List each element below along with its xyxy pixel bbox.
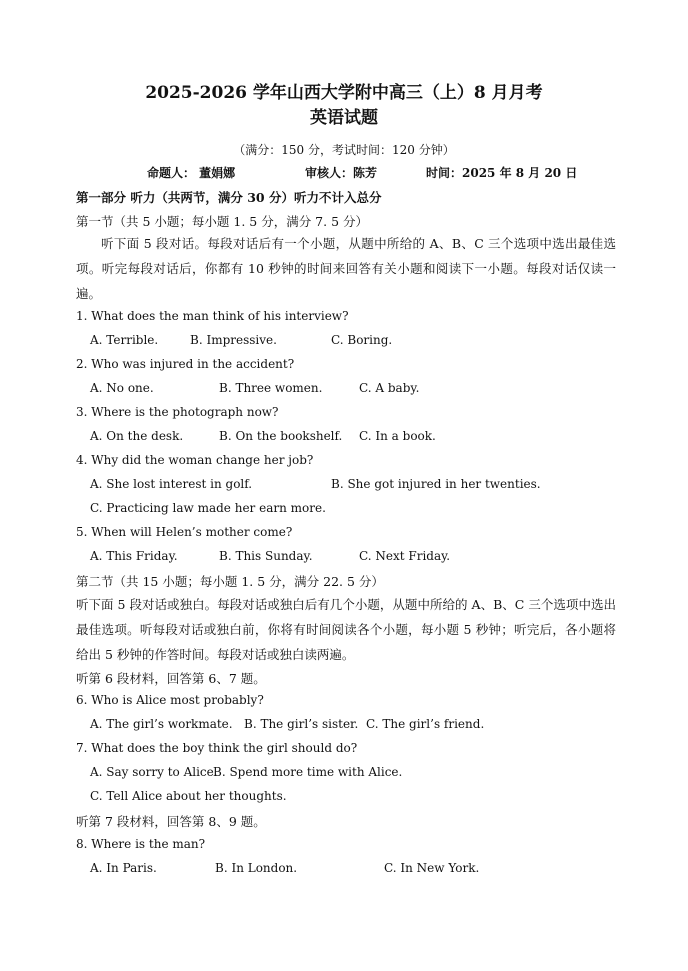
question-8: 8. Where is the man?	[76, 837, 206, 851]
material-7-heading: 听第 7 段材料，回答第 8、9 题。	[76, 814, 266, 829]
q8-option-c: C. In New York.	[384, 861, 480, 875]
q3-option-b: B. On the bookshelf.	[219, 429, 343, 443]
q4-option-c: C. Practicing law made her earn more.	[90, 501, 326, 515]
question-6: 6. Who is Alice most probably?	[76, 693, 264, 707]
q3-option-c: C. In a book.	[359, 429, 436, 443]
part1-heading: 第一部分 听力（共两节，满分 30 分）听力不计入总分	[76, 190, 382, 205]
q8-option-b: B. In London.	[215, 861, 298, 875]
question-1: 1. What does the man think of his interview?	[76, 309, 349, 323]
author-label: 命题人： 董娟娜	[147, 166, 236, 180]
q7-option-c: C. Tell Alice about her thoughts.	[90, 789, 287, 803]
material-6-heading: 听第 6 段材料，回答第 6、7 题。	[76, 671, 266, 686]
q6-option-a: A. The girl’s workmate.	[90, 717, 233, 731]
q5-option-c: C. Next Friday.	[359, 549, 451, 563]
q1-option-c: C. Boring.	[331, 333, 393, 347]
exam-title: 2025-2026 学年山西大学附中高三（上）8 月月考	[145, 83, 543, 103]
exam-info: （满分：150 分，考试时间：120 分钟）	[233, 143, 455, 157]
question-3: 3. Where is the photograph now?	[76, 405, 279, 419]
section1-instruction: 听下面 5 段对话。每段对话后有一个小题，从题中所给的 A、B、C 三个选项中选出最佳选项。听完每段对话后，你都有 10 秒钟的时间来回答有关小题和阅读下一小题。每段对话仅读一遍。	[76, 236, 616, 301]
q5-option-b: B. This Sunday.	[219, 549, 313, 563]
q2-option-b: B. Three women.	[219, 381, 323, 395]
q2-option-a: A. No one.	[90, 381, 154, 395]
q7-option-a: A. Say sorry to Alice.	[90, 765, 218, 779]
q4-option-b: B. She got injured in her twenties.	[331, 477, 541, 491]
section1-heading: 第一节（共 5 小题；每小题 1. 5 分，满分 7. 5 分）	[76, 214, 368, 229]
q3-option-a: A. On the desk.	[90, 429, 184, 443]
question-4: 4. Why did the woman change her job?	[76, 453, 314, 467]
reviewer-label: 审核人：陈芳	[305, 166, 378, 180]
question-5: 5. When will Helen’s mother come?	[76, 525, 293, 539]
q6-option-b: B. The girl’s sister.	[244, 717, 359, 731]
section2-instruction: 听下面 5 段对话或独白。每段对话或独白后有几个小题，从题中所给的 A、B、C 三个选项中选出最佳选项。听每段对话或独白前，你将有时间阅读各个小题，每小题 5 秒钟；听完后，各小题将给出 5 秒钟的作答时间。每段对话或独白读两遍。	[76, 597, 616, 662]
q8-option-a: A. In Paris.	[90, 861, 157, 875]
question-7: 7. What does the boy think the girl should do?	[76, 741, 358, 755]
question-2: 2. Who was injured in the accident?	[76, 357, 295, 371]
q4-option-a: A. She lost interest in golf.	[90, 477, 253, 491]
q6-option-c: C. The girl’s friend.	[366, 717, 485, 731]
q7-option-b: B. Spend more time with Alice.	[213, 765, 403, 779]
q2-option-c: C. A baby.	[359, 381, 420, 395]
q5-option-a: A. This Friday.	[90, 549, 178, 563]
q1-option-b: B. Impressive.	[190, 333, 277, 347]
exam-subtitle: 英语试题	[310, 108, 378, 128]
q1-option-a: A. Terrible.	[90, 333, 159, 347]
section2-heading: 第二节（共 15 小题；每小题 1. 5 分，满分 22. 5 分）	[76, 574, 384, 589]
date-label: 时间：2025 年 8 月 20 日	[426, 166, 578, 180]
